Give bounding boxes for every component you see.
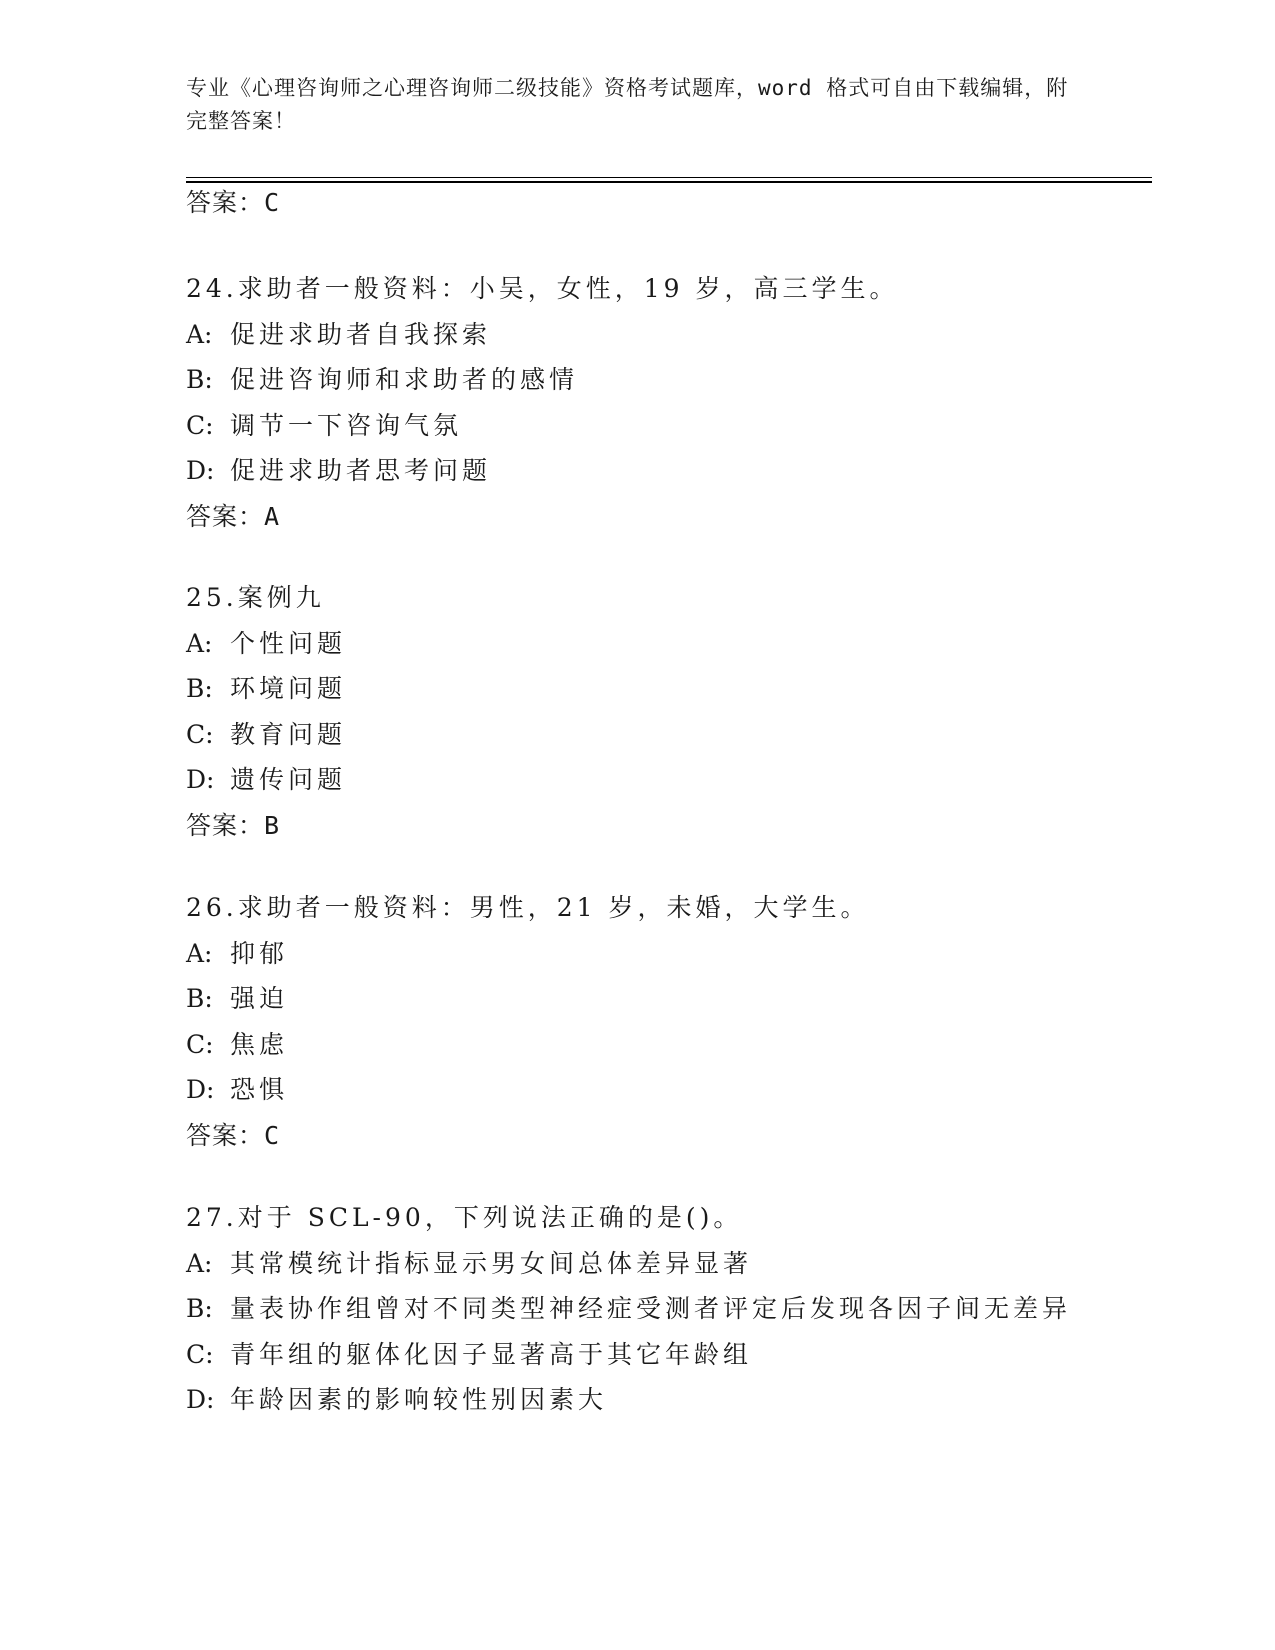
option-key: D: (186, 1385, 215, 1414)
answer-value: C (264, 188, 281, 217)
option-key: A: (186, 1248, 213, 1278)
option-b (186, 674, 1146, 720)
option-key: C: (186, 719, 214, 749)
question-27 (186, 1203, 1146, 1431)
option-key: B: (186, 674, 213, 703)
option-key: B: (186, 984, 213, 1013)
question-answer (186, 811, 1146, 841)
option-c (186, 720, 1146, 766)
option-key: D: (186, 456, 215, 485)
option-c (186, 411, 1146, 457)
question-stem: 27.对于 SCL-90，下列说法正确的是()。 (186, 1203, 743, 1232)
previous-question-answer (186, 188, 1146, 218)
option-b (186, 365, 1146, 411)
answer-value: A (264, 501, 281, 531)
option-c (186, 1340, 1146, 1386)
option-a (186, 1249, 1146, 1295)
question-stem: 24.求助者一般资料：小吴，女性，19 岁，高三学生。 (186, 274, 899, 303)
question-stem: 26.求助者一般资料：男性，21 岁，未婚，大学生。 (186, 893, 870, 922)
option-key: D: (186, 1075, 215, 1104)
answer-label: 答案： (186, 1120, 265, 1150)
option-key: B: (186, 1294, 213, 1323)
option-d (186, 456, 1146, 502)
option-key: C: (186, 1339, 214, 1369)
option-a (186, 629, 1146, 675)
option-text: 焦虑 (230, 1029, 289, 1059)
answer-value: C (264, 1120, 281, 1150)
option-a (186, 939, 1146, 985)
option-text: 遗传问题 (230, 765, 347, 794)
option-key: B: (186, 365, 213, 394)
option-text: 青年组的躯体化因子显著高于其它年龄组 (230, 1339, 753, 1369)
option-text: 促进求助者自我探索 (230, 319, 492, 349)
answer-value: B (264, 810, 281, 840)
option-c (186, 1030, 1146, 1076)
option-b (186, 984, 1146, 1030)
header-divider-thin (186, 177, 1152, 178)
option-d (186, 765, 1146, 811)
option-d (186, 1075, 1146, 1121)
answer-label: 答案： (186, 188, 265, 217)
option-d (186, 1385, 1146, 1431)
option-b (186, 1294, 1146, 1340)
answer-label: 答案： (186, 501, 265, 531)
option-text: 环境问题 (230, 674, 347, 703)
question-26 (186, 893, 1146, 1151)
option-text: 抑郁 (230, 938, 289, 968)
question-25 (186, 583, 1146, 841)
option-text: 其常模统计指标显示男女间总体差异显著 (230, 1248, 753, 1278)
answer-label: 答案： (186, 810, 265, 840)
option-text: 强迫 (230, 984, 289, 1013)
option-key: D: (186, 765, 215, 794)
option-key: C: (186, 410, 214, 440)
option-text: 恐惧 (230, 1075, 289, 1104)
question-24 (186, 274, 1146, 532)
option-key: A: (186, 319, 213, 349)
question-stem: 25.案例九 (186, 583, 325, 612)
option-a (186, 320, 1146, 366)
option-text: 促进求助者思考问题 (230, 456, 492, 485)
option-text: 教育问题 (230, 719, 347, 749)
option-text: 量表协作组曾对不同类型神经症受测者评定后发现各因子间无差异 (230, 1294, 1072, 1323)
option-key: A: (186, 628, 213, 658)
document-header: 专业《心理咨询师之心理咨询师二级技能》资格考试题库，word 格式可自由下载编辑，附完整答案！ (186, 76, 1069, 133)
option-text: 促进咨询师和求助者的感情 (230, 365, 579, 394)
option-text: 个性问题 (230, 628, 347, 658)
header-divider-thick (186, 181, 1152, 183)
option-text: 调节一下咨询气氛 (230, 410, 463, 440)
question-answer (186, 502, 1146, 532)
option-text: 年龄因素的影响较性别因素大 (230, 1385, 608, 1414)
question-answer (186, 1121, 1146, 1151)
option-key: A: (186, 938, 213, 968)
option-key: C: (186, 1029, 214, 1059)
